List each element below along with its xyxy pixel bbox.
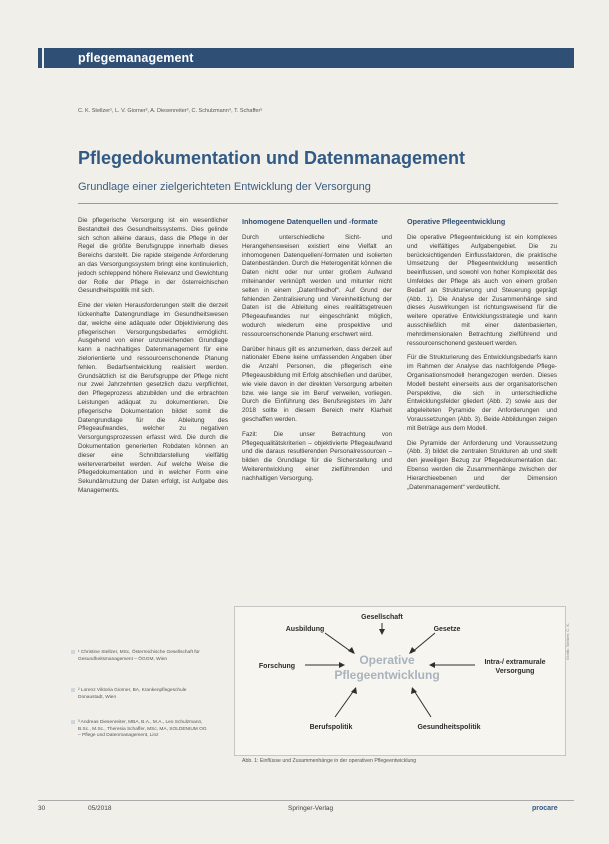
section-heading: Inhomogene Datenquellen und -formate	[242, 217, 378, 226]
footnote: ² Lorenz Viktoria Giorner, BA, Krankenpflegeschule Donaustadt, Wien	[78, 688, 208, 701]
section-marker	[38, 48, 42, 68]
influence-diagram	[235, 607, 565, 755]
node-versorgung: Versorgung	[495, 668, 535, 675]
column-3	[407, 217, 557, 498]
arrow-berufspolitik	[335, 689, 355, 717]
column-1	[78, 217, 228, 502]
node-gesetze: Gesetze	[433, 626, 461, 633]
title-divider	[78, 203, 558, 204]
node-berufspolitik: Berufspolitik	[309, 724, 353, 731]
arrowhead	[348, 647, 355, 654]
portrait-placeholder	[71, 688, 75, 692]
arrow-ausbildung	[325, 633, 353, 653]
publisher-name: Springer-Verlag	[288, 805, 334, 812]
article-subtitle: Grundlage einer zielgerichteten Entwicklung der Versorgung	[78, 181, 371, 193]
node-gesellschaft: Gesellschaft	[361, 614, 403, 621]
center-label-line1: Operative	[359, 653, 415, 667]
article-title: Pflegedokumentation und Datenmanagement	[78, 148, 466, 168]
figure-influences	[234, 606, 566, 756]
paragraph: Die Pyramide der Anforderung und Voraussetzung (Abb. 3) bildet die zentralen Strukturen ab und stellt den jeweiligen Bezug zur Pflegedokumentation dar. Ebenso werden die Zusammenhänge zwischen der Hierarchieebenen und der Dimension „Datenmanagement“ verdeutlicht.	[407, 439, 557, 491]
section-label: pflegemanagement	[78, 51, 194, 65]
paragraph: Durch unterschiedliche Sicht- und Herangehensweisen existiert eine Vielfalt an inhomogenen Datenquellen/-formaten und isolierten Datenbeständen. Durch die Heterogenität können die Daten nicht oder nur unter großem Aufwand miteinander verknüpft werden und mitunter nicht selten in einem „Datenfriedhof“. Auf Grund der fehlenden Zentralisierung und Vereinheitlichung der Daten ist die Ableitung eines realitätsgetreuen Pflegeaufwandes nur eingeschränkt möglich, wodurch wiederum eine prospektive und ressourcenschonende Planung erschwert wird.	[242, 234, 392, 338]
arrowhead	[379, 629, 385, 635]
center-label-line2: Pflegeentwicklung	[334, 668, 440, 682]
journal-brand: procare	[532, 805, 558, 812]
portrait-placeholder	[71, 720, 75, 724]
arrow-gesundheitspolitik	[413, 689, 431, 717]
paragraph: Die pflegerische Versorgung ist ein wesentlicher Bestandteil des Gesundheitssystems. Dies gelinde sich schon alleine daraus, dass die Pflege in der Regel die größte Berufsgruppe innerhalb dieses Bereichs darstellt. Die rapide steigende Anforderung an das Versorgungssystem bringt eine kontinuierlich, jedoch schleppend höhere Relevanz und Gewichtung der Rolle der Pflege in der österreichischen Gesundheitspolitik mit sich.	[78, 217, 228, 295]
paragraph: Darüber hinaus gilt es anzumerken, dass derzeit auf nationaler Ebene keine umfassenden Angaben über die Anzahl Personen, die pflegerisch eine Pflegeausbildung mit Erfolg abschließen und darüber, wie viele davon in der direkten Versorgung arbeiten bzw. wie lange sie im Beruf verweilen, vorliegen. Durch die Einführung des Berufsregisters im Jahr 2018 sollte in diesem Bereich mehr Klarheit geschaffen werden.	[242, 345, 392, 423]
footnote: ³ Andreas Diesenreiter, MBA, B.A., M.A., Leo Schulzmann, B.Sc., M.Sc., Theresia Schaffer, MSc, MA, SOLDENIUM OG – Pflege und Datenmanagement, Linz	[78, 720, 208, 740]
node-intra-extramurale: Intra-/ extramurale	[484, 659, 546, 666]
node-ausbildung: Ausbildung	[285, 626, 325, 633]
issue-number: 05/2018	[88, 805, 112, 812]
section-header	[44, 48, 574, 68]
figure-credit: Grafik: Stellzer, C. K.	[565, 622, 570, 660]
footer-divider	[38, 800, 574, 801]
footnote: ¹ Christine Stellzer, MSc, Österreichische Gesellschaft für Gesundheitsmanagement – ÖGGM, Wien	[78, 650, 208, 663]
figure-caption: Abb. 1: Einflüsse und Zusammenhänge in der operativen Pflegeentwicklung	[242, 758, 417, 764]
node-gesundheitspolitik: Gesundheitspolitik	[417, 724, 481, 731]
portrait-placeholder	[71, 650, 75, 654]
paragraph: Die operative Pflegeentwicklung ist ein komplexes und vielfältiges Aufgabengebiet. Die zu berücksichtigenden Einflussfaktoren, die praktische Umsetzung der Pflegeentwicklung wesentlich beeinflussen, und sowohl von hoher Komplexität des Umfeldes der Pflege als auch von einem großen Bedarf an Strukturierung und Steuerung geprägt (Abb. 1). Die Analyse der Zusammenhänge sind dieses Auswirkungen ist richtungsweisend für die weitere operative Entwicklungsstrategie und kann ausschließlich mit einer datenbasierten, mehrdimensionalen Betrachtung zielführend und ressourcenschonend gesteuert werden.	[407, 234, 557, 347]
paragraph: Eine der vielen Herausforderungen stellt die derzeit lückenhafte Datengrundlage im Gesundheitswesen dar, welche eine adäquate oder Objektivierung des pflegerischen Versorgungsbedarfes ermöglicht. Ausgehend von einer unzureichenden Grundlage kann a nachhaltiges Datenmanagement für eine zielorientierte und ressourcenschonende Planung fehlen. Bedarfsentwicklung realisiert werden. Grundsätzlich ist die Berufsgruppe der Pflege nicht nur zwei Jahrzehnten gesetzlich dazu verpflichtet, den Pflegeprozess abzubilden und die erbrachten Leistungen adäquat zu dokumentieren. Die pflegerische Dokumentation bildet somit die Datengrundlage für die Ableitung des Pflegeaufwandes, welcher zu negativen Versorgungsprozessen erfasst wird. Die durch die Dokumentation generierten Robdaten können an dieser eine Schnittdarstellung vielfältig weiterverarbeitet werden. Auf welche Weise die Pflegedokumentation und in welcher Form eine Sekundärnutzung der Daten erfolgt, ist Aufgabe des Managements.	[78, 302, 228, 494]
page-number: 30	[38, 805, 46, 812]
node-forschung: Forschung	[258, 663, 296, 670]
paragraph: Fazit: Die unser Betrachtung von Pflegequalitätskriterien – objektivierte Pflegeaufwand und die daraus resultierenden Personalressourcen – bilden die Grundlage für die Sicherstellung und Weiterentwicklung einer zielführenden und nachhaltigen Versorgung.	[242, 430, 392, 482]
section-heading: Operative Pflegeentwicklung	[407, 217, 506, 226]
author-line: C. K. Stellzer¹, L. V. Giorner², A. Diesenreiter³, C. Schulzmann⁴, T. Schaffer⁵	[78, 108, 263, 114]
paragraph: Für die Strukturierung des Entwicklungsbedarfs kann im Rahmen der Analyse das nachfolgende Pflege-Organisationsmodell herangezogen werden. Dieses Modell besteht einerseits aus der organisatorischen Perspektive, die sich in unterschiedliche Entwicklungsfelder gliedert (Abb. 2) sowie aus der abgeleiteten Pyramide der Anforderungen und Voraussetzungen (Abb. 3). Beide Abbildungen zeigen mit Beträge aus dem Modell.	[407, 354, 557, 432]
column-2	[242, 217, 392, 490]
